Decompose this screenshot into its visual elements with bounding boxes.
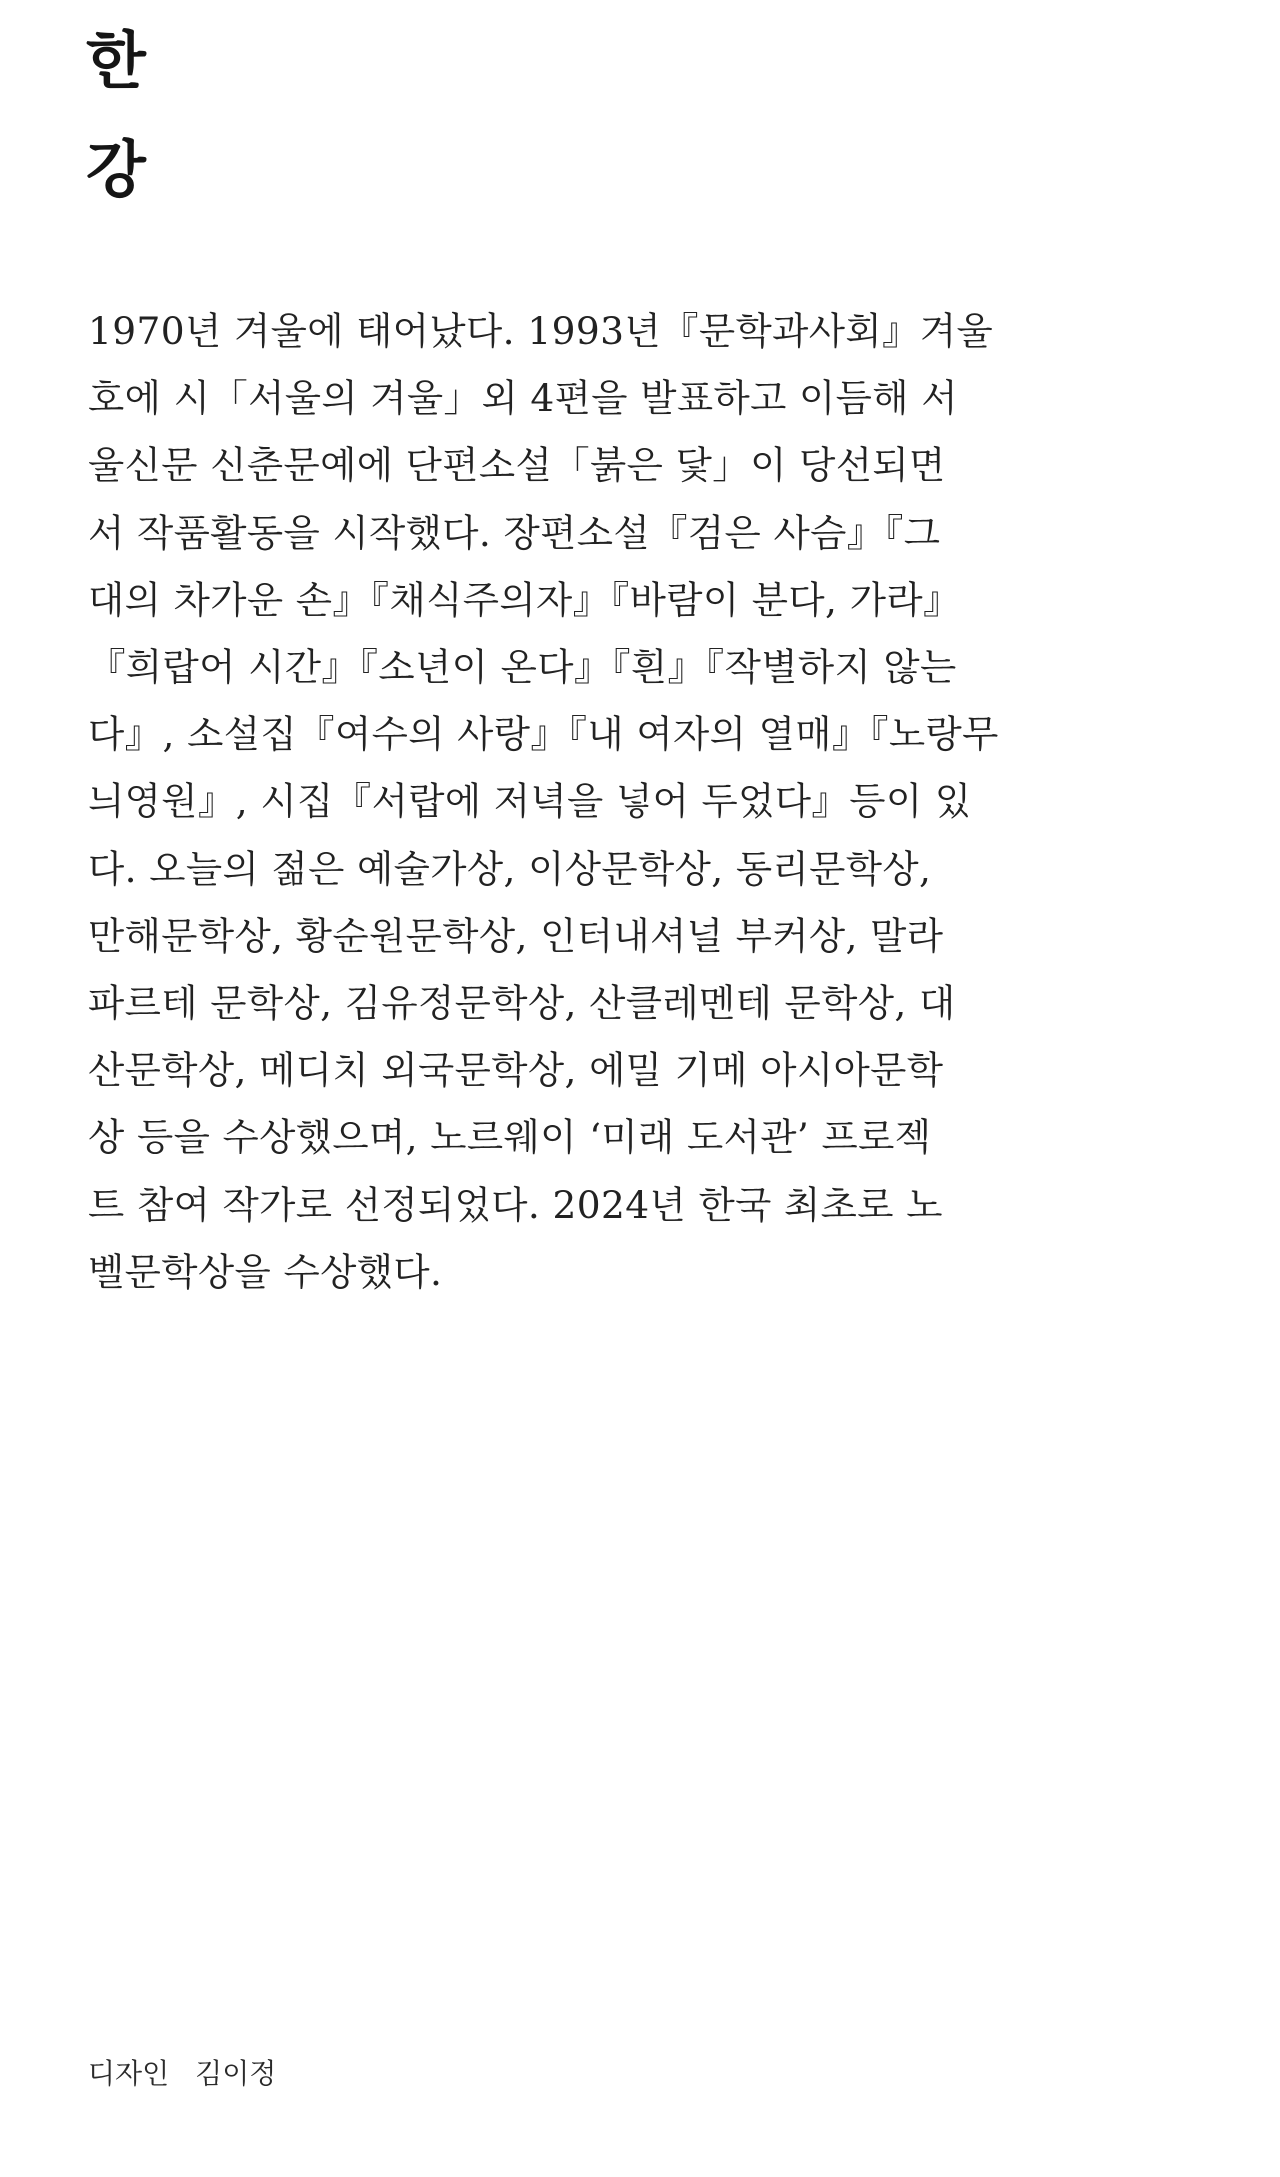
biography-line: 산문학상, 메디치 외국문학상, 에밀 기메 아시아문학 <box>88 1048 944 1093</box>
biography-line: 다. 오늘의 젊은 예술가상, 이상문학상, 동리문학상, <box>88 846 932 891</box>
author-name <box>86 24 166 206</box>
author-name-char: 강 <box>86 133 146 206</box>
credit-name: 김이정 <box>195 2057 277 2090</box>
biography-line: 상 등을 수상했으며, 노르웨이 ‘미래 도서관’ 프로젝 <box>88 1115 932 1160</box>
design-credit <box>88 2054 276 2094</box>
biography-line: 울신문 신춘문예에 단편소설「붉은 닻」이 당선되면 <box>88 443 946 488</box>
biography-line: 파르테 문학상, 김유정문학상, 산클레멘테 문학상, 대 <box>88 981 956 1026</box>
biography-line: 트 참여 작가로 선정되었다. 2024년 한국 최초로 노 <box>88 1182 943 1227</box>
biography-line: 늬영원』, 시집『서랍에 저녁을 넣어 두었다』등이 있 <box>88 779 972 824</box>
biography-line: 다』, 소설집『여수의 사랑』『내 여자의 열매』『노랑무 <box>88 712 999 757</box>
biography-line: 1970년 겨울에 태어났다. 1993년『문학과사회』겨울 <box>88 309 994 353</box>
biography-line: 호에 시「서울의 겨울」외 4편을 발표하고 이듬해 서 <box>88 376 958 421</box>
author-biography <box>88 298 1068 1306</box>
biography-line: 『희랍어 시간』『소년이 온다』『흰』『작별하지 않는 <box>88 645 957 690</box>
biography-line: 벨문학상을 수상했다. <box>88 1249 443 1294</box>
author-name-char: 한 <box>86 24 146 97</box>
biography-line: 만해문학상, 황순원문학상, 인터내셔널 부커상, 말라 <box>88 913 944 958</box>
biography-line: 서 작품활동을 시작했다. 장편소설『검은 사슴』『그 <box>88 510 941 555</box>
credit-role: 디자인 <box>88 2057 170 2090</box>
biography-line: 대의 차가운 손』『채식주의자』『바람이 분다, 가라』 <box>88 577 961 622</box>
